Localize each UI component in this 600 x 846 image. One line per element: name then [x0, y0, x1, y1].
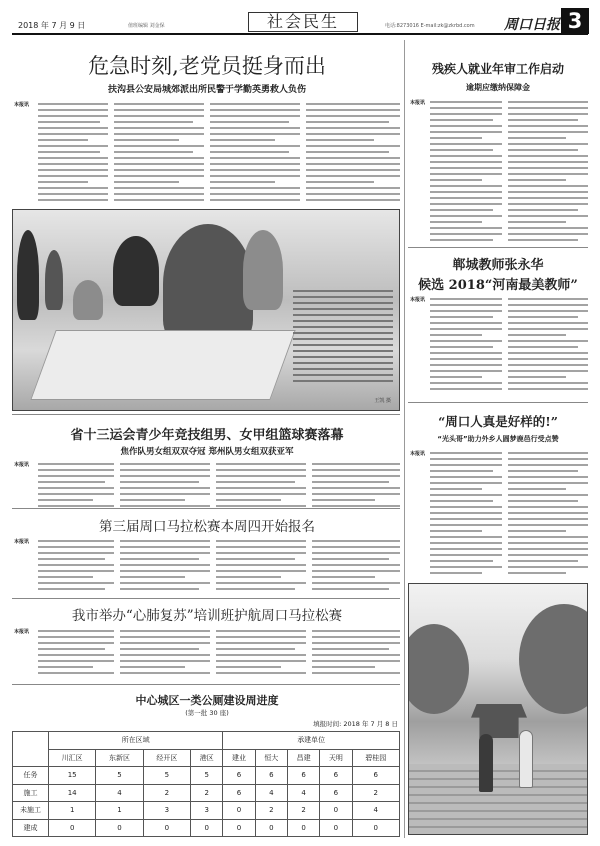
divider [12, 508, 400, 509]
tree [519, 604, 588, 714]
right1-subheadline: 逾期应缴纳保障金 [466, 83, 530, 92]
story2-subheadline: 焦作队男女组双双夺冠 郑州队男女组双获亚军 [120, 447, 294, 457]
table-cell: 0 [143, 819, 190, 837]
story3-byline: 本报讯 [14, 539, 30, 545]
painting-canvas [30, 330, 295, 400]
right3-body-col1 [430, 452, 502, 578]
figure-girl [163, 224, 253, 344]
story1-body-col3 [210, 103, 300, 205]
newspaper-logo: 周口日报 [504, 17, 560, 33]
table-cell: 5 [143, 767, 190, 785]
divider [12, 684, 400, 685]
table-cell: 1 [96, 802, 143, 820]
table-cell: 2 [352, 784, 399, 802]
story2-byline: 本报讯 [14, 462, 30, 468]
table-cell: 6 [255, 767, 287, 785]
row-label: 任务 [13, 767, 49, 785]
table-cell: 4 [287, 784, 319, 802]
header-rule [12, 33, 588, 35]
column-header: 经开区 [143, 749, 190, 767]
story2-body-col1 [38, 463, 114, 509]
table-row [13, 819, 400, 837]
row-label: 未施工 [13, 802, 49, 820]
table-cell: 3 [191, 802, 223, 820]
table-cell: 0 [223, 802, 255, 820]
right1-byline: 本报讯 [410, 100, 426, 106]
news-photo-two-men-park [408, 583, 588, 835]
story3-body-col3 [216, 540, 306, 594]
right3-body-col2 [508, 452, 588, 578]
table-fill-time: 填报时间: 2018 年 7 月 8 日 [313, 720, 398, 728]
figure-child [73, 280, 103, 320]
column-divider [404, 40, 405, 838]
right1-headline: 残疾人就业年审工作启动 [431, 62, 564, 76]
table-cell: 0 [287, 819, 319, 837]
story1-body-col2 [114, 103, 204, 205]
column-header: 东新区 [96, 749, 143, 767]
table-cell: 0 [255, 819, 287, 837]
table-cell: 4 [352, 802, 399, 820]
toilet-progress-table [12, 731, 400, 837]
table-group-header-row [13, 732, 400, 750]
story3-body-col1 [38, 540, 114, 594]
table-cell: 5 [191, 767, 223, 785]
story1-headline: 危急时刻,老党员挺身而出 [88, 54, 326, 78]
story2-body-col3 [216, 463, 306, 509]
table-corner-cell [13, 732, 49, 767]
table-cell: 6 [320, 784, 352, 802]
story4-body-col4 [312, 630, 400, 680]
story4-body-col1 [38, 630, 114, 680]
right2-headline-line2: 候选 2018“河南最美教师” [418, 278, 578, 293]
table-cell: 2 [287, 802, 319, 820]
table-row [13, 767, 400, 785]
tree [408, 624, 469, 714]
column-header: 建业 [223, 749, 255, 767]
group-builder-header: 承建单位 [223, 732, 400, 750]
right3-byline: 本报讯 [410, 451, 426, 457]
divider [408, 402, 588, 403]
table-cell: 0 [320, 819, 352, 837]
table-cell: 0 [223, 819, 255, 837]
table-cell: 0 [96, 819, 143, 837]
table-cell: 4 [96, 784, 143, 802]
table-cell: 6 [223, 784, 255, 802]
row-label: 建成 [13, 819, 49, 837]
figure-adult [45, 250, 63, 310]
table-cell: 14 [49, 784, 96, 802]
page-number: 3 [561, 8, 589, 34]
duty-editor: 值班编辑 刘金保 [128, 23, 165, 29]
right3-headline: “周口人真是好样的!” [438, 414, 558, 429]
page-header [0, 0, 600, 40]
story2-body-col2 [120, 463, 210, 509]
table-cell: 2 [143, 784, 190, 802]
right1-body-col1 [430, 101, 502, 245]
story4-body-col2 [120, 630, 210, 680]
table-cell: 6 [223, 767, 255, 785]
table-cell: 3 [143, 802, 190, 820]
section-title: 社会民生 [248, 12, 358, 32]
table-cell: 15 [49, 767, 96, 785]
table-cell: 1 [49, 802, 96, 820]
right2-body-col2 [508, 298, 588, 396]
divider [408, 247, 588, 248]
divider [12, 414, 400, 415]
table-cell: 4 [255, 784, 287, 802]
story1-body-col4 [306, 103, 400, 205]
table-cell: 0 [320, 802, 352, 820]
story2-body-col4 [312, 463, 400, 509]
table-cell: 0 [352, 819, 399, 837]
story1-body-col1 [38, 103, 108, 205]
table-cell: 6 [320, 767, 352, 785]
table-cell: 2 [255, 802, 287, 820]
contact-info: 电话:8273016 E-mail:zk@zkrbd.com [385, 23, 475, 29]
right2-body-col1 [430, 298, 502, 396]
photo1-caption [293, 290, 393, 386]
story3-headline: 第三届周口马拉松赛本周四开始报名 [99, 519, 315, 535]
right3-subheadline: “光头哥”助力外乡人圆梦鹿邑行受点赞 [437, 435, 559, 443]
figure-boy [113, 236, 159, 306]
right2-headline-line1: 郸城教师张永华 [452, 258, 544, 273]
column-header: 昌建 [287, 749, 319, 767]
table-cell: 6 [287, 767, 319, 785]
table-row [13, 802, 400, 820]
table-title: 中心城区一类公厕建设周进度 [135, 694, 279, 707]
man-checked-shirt [519, 730, 533, 788]
stone-steps [409, 764, 587, 834]
figure-child-2 [243, 230, 283, 310]
story4-headline: 我市举办“心肺复苏”培训班护航周口马拉松赛 [71, 608, 343, 624]
man-dark-shirt [479, 734, 493, 792]
figure-bystander [17, 230, 39, 320]
story1-subheadline: 扶沟县公安局城郊派出所民警于学勤英勇救人负伤 [107, 85, 306, 95]
divider [12, 598, 400, 599]
right1-body-col2 [508, 101, 588, 245]
column-header: 川汇区 [49, 749, 96, 767]
table-cell: 0 [191, 819, 223, 837]
row-label: 施工 [13, 784, 49, 802]
table-cell: 6 [352, 767, 399, 785]
story1-byline: 本报讯 [14, 102, 30, 108]
table-column-header-row [13, 749, 400, 767]
table-cell: 5 [96, 767, 143, 785]
table-row [13, 784, 400, 802]
group-region-header: 所在区域 [49, 732, 223, 750]
table-cell: 2 [191, 784, 223, 802]
story3-body-col4 [312, 540, 400, 594]
story3-body-col2 [120, 540, 210, 594]
column-header: 恒大 [255, 749, 287, 767]
right2-byline: 本报讯 [410, 297, 426, 303]
issue-date: 2018 年 7 月 9 日 [18, 21, 86, 30]
table-cell: 0 [49, 819, 96, 837]
news-photo-children-painting [12, 209, 400, 411]
column-header: 港区 [191, 749, 223, 767]
column-header: 天明 [320, 749, 352, 767]
pagoda-building [471, 704, 527, 738]
column-header: 碧桂园 [352, 749, 399, 767]
story4-byline: 本报讯 [14, 629, 30, 635]
photo1-credit: 王凯 摄 [374, 398, 391, 404]
table-batch: (第一批 30 座) [185, 709, 229, 717]
story4-body-col3 [216, 630, 306, 680]
story2-headline: 省十三运会青少年竞技组男、女甲组篮球赛落幕 [70, 428, 344, 443]
